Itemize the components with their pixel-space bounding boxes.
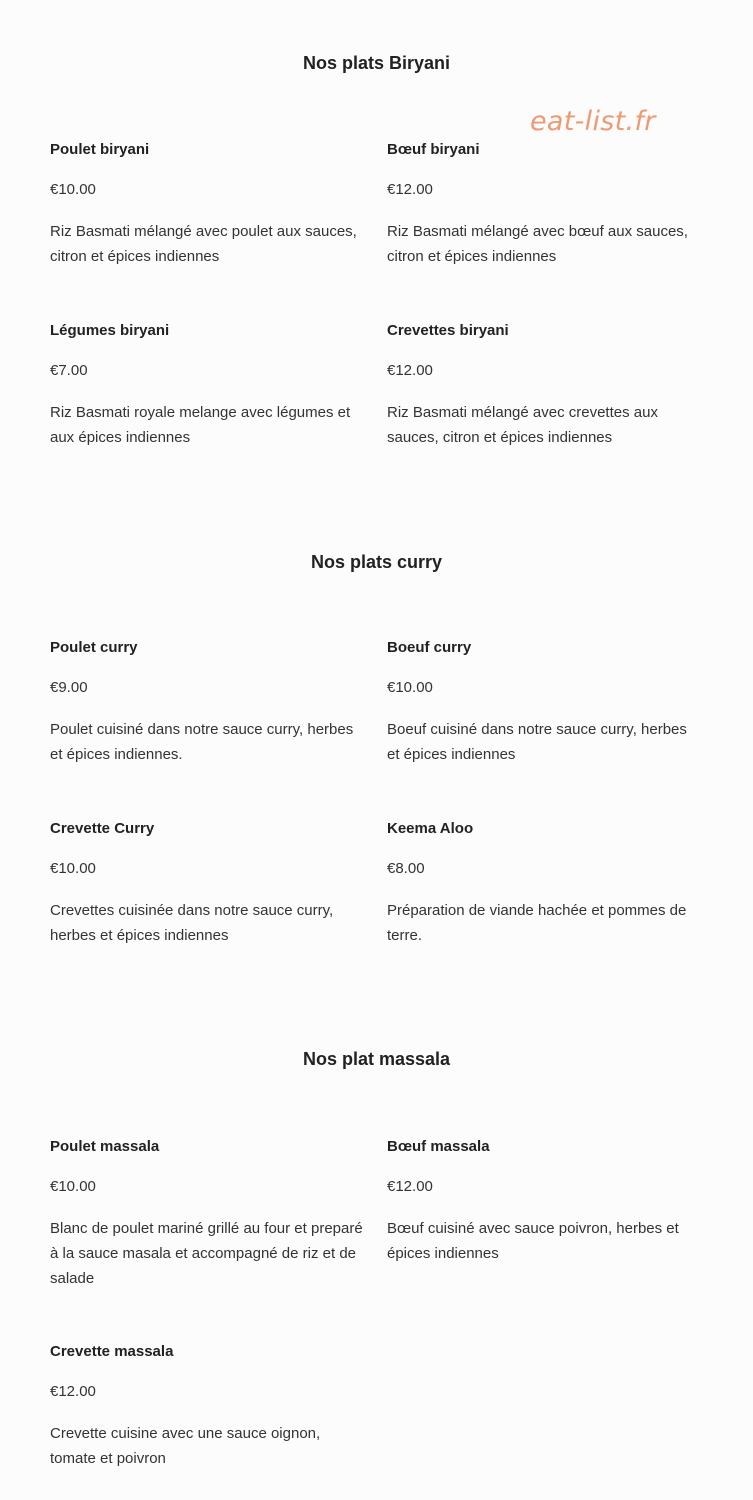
item-description: Riz Basmati mélangé avec bœuf aux sauces, citron et épices indiennes [387, 223, 688, 265]
item-description: Riz Basmati royale melange avec légumes et aux épices indiennes [50, 404, 351, 446]
menu-item-keema-aloo [387, 819, 702, 948]
item-description: Boeuf cuisiné dans notre sauce curry, herbes et épices indiennes [387, 721, 687, 763]
item-price: €10.00 [50, 860, 96, 877]
item-description: Poulet cuisiné dans notre sauce curry, herbes et épices indiennes. [50, 721, 354, 763]
section-title-biryani: Nos plats Biryani [302, 53, 451, 73]
menu-item-poulet-massala [50, 1137, 365, 1291]
menu-item-boeuf-massala [387, 1137, 702, 1266]
item-name: Crevette massala [50, 1343, 174, 1360]
item-price: €12.00 [387, 362, 433, 379]
item-name: Boeuf curry [387, 639, 472, 656]
item-name: Crevette Curry [50, 820, 155, 837]
menu-item-crevettes-biryani [387, 321, 702, 450]
menu-item-legumes-biryani [50, 321, 365, 450]
menu-item-poulet-biryani [50, 140, 365, 269]
item-name: Keema Aloo [387, 820, 474, 837]
item-name: Bœuf biryani [387, 141, 480, 158]
item-price: €9.00 [50, 679, 88, 696]
section-title-massala: Nos plat massala [302, 1049, 451, 1069]
menu-item-crevette-massala [50, 1342, 365, 1471]
item-description: Bœuf cuisiné avec sauce poivron, herbes et épices indiennes [387, 1220, 679, 1262]
menu-item-crevette-curry [50, 819, 365, 948]
item-name: Poulet curry [50, 639, 138, 656]
item-description: Crevette cuisine avec une sauce oignon, tomate et poivron [50, 1425, 321, 1467]
item-name: Légumes biryani [50, 322, 170, 339]
item-description: Crevettes cuisinée dans notre sauce curry, herbes et épices indiennes [50, 902, 334, 944]
item-price: €12.00 [50, 1383, 96, 1400]
item-description: Riz Basmati mélangé avec poulet aux sauces, citron et épices indiennes [50, 223, 357, 265]
item-price: €10.00 [50, 1178, 96, 1195]
item-price: €12.00 [387, 1178, 433, 1195]
menu-item-boeuf-biryani [387, 140, 702, 269]
item-description: Riz Basmati mélangé avec crevettes aux sauces, citron et épices indiennes [387, 404, 658, 446]
item-price: €7.00 [50, 362, 88, 379]
item-name: Bœuf massala [387, 1138, 490, 1155]
menu-item-boeuf-curry [387, 638, 702, 767]
section-title-curry: Nos plats curry [310, 552, 443, 572]
item-price: €10.00 [50, 181, 96, 198]
item-name: Poulet biryani [50, 141, 150, 158]
item-description: Blanc de poulet mariné grillé au four et preparé à la sauce masala et accompagné de riz et de salade [50, 1220, 363, 1287]
menu-item-poulet-curry [50, 638, 365, 767]
item-name: Poulet massala [50, 1138, 160, 1155]
item-price: €8.00 [387, 860, 425, 877]
item-price: €10.00 [387, 679, 433, 696]
item-description: Préparation de viande hachée et pommes de terre. [387, 902, 687, 944]
item-price: €12.00 [387, 181, 433, 198]
watermark-text: eat-list.fr [530, 106, 656, 137]
item-name: Crevettes biryani [387, 322, 509, 339]
